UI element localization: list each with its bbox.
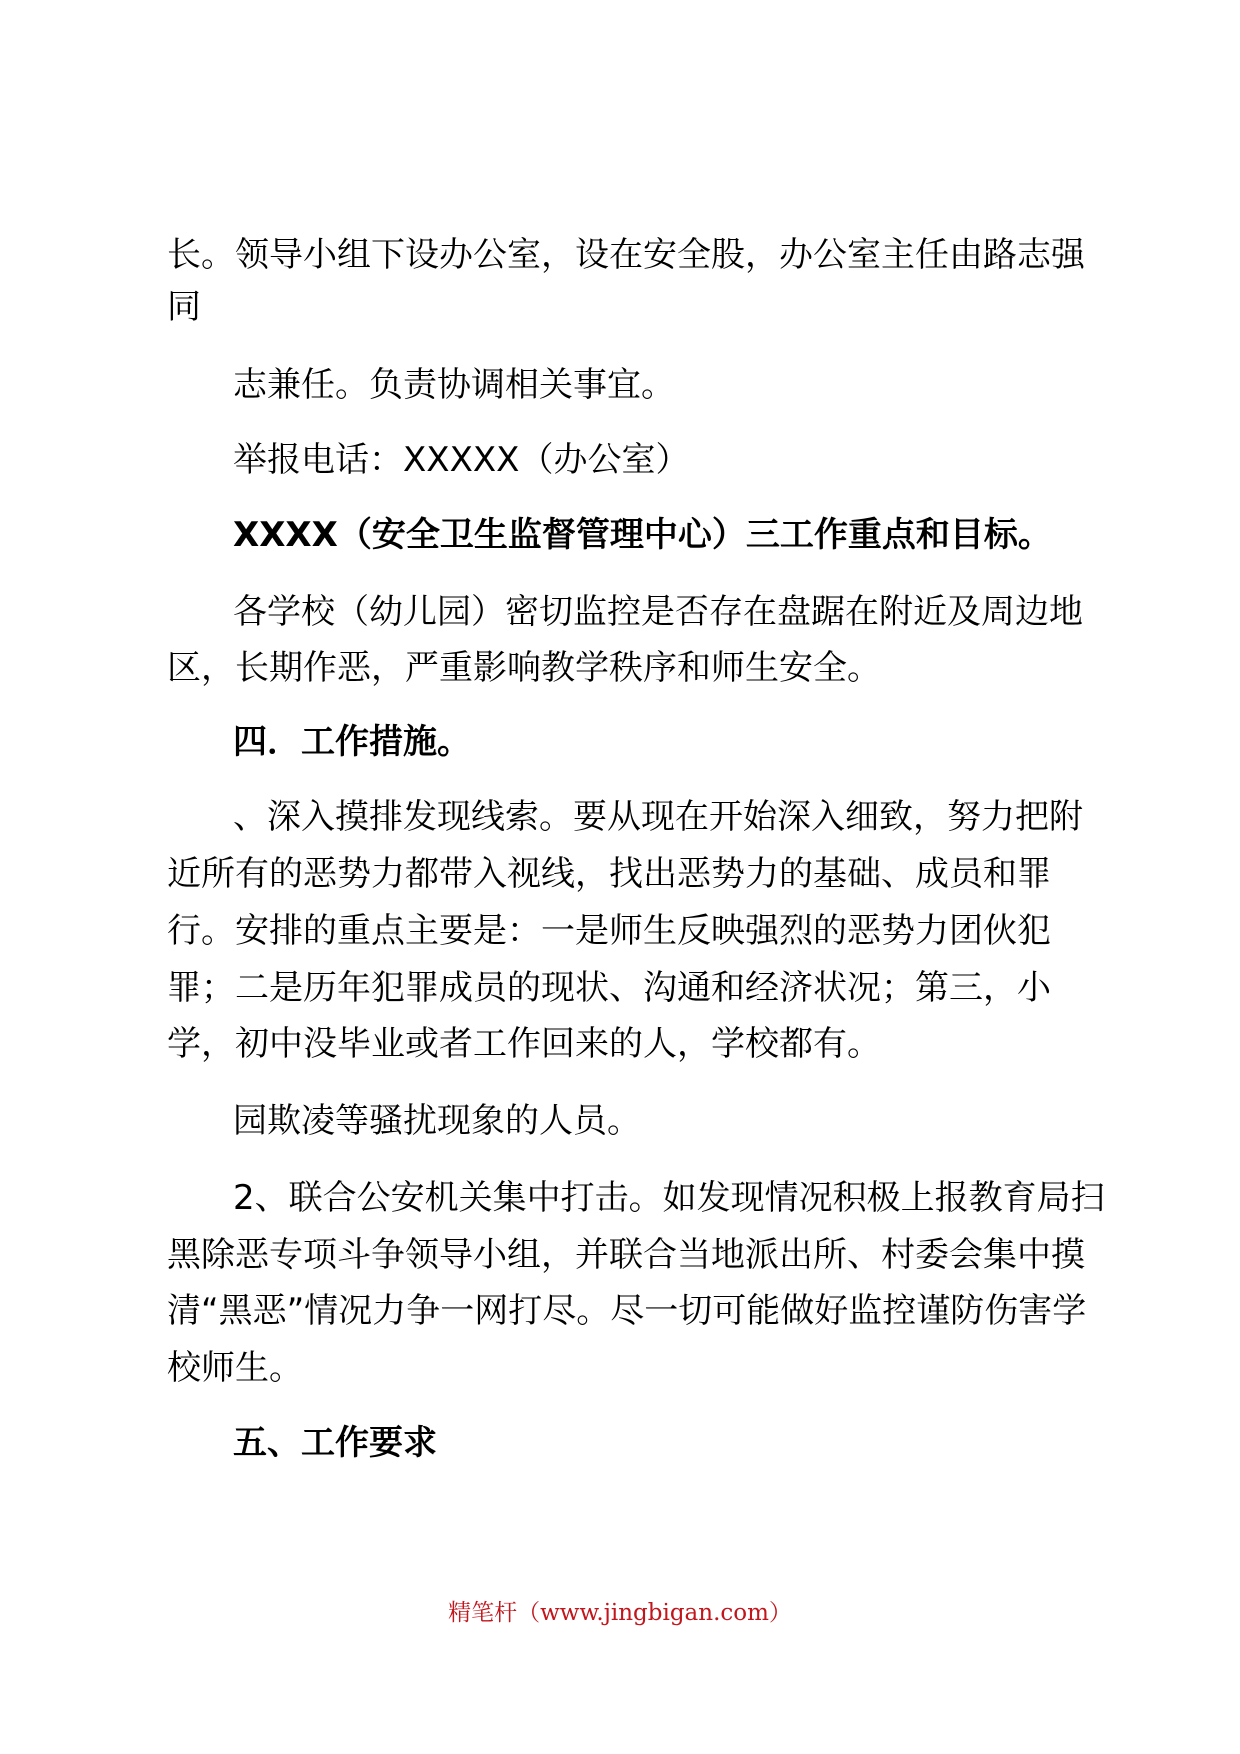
text-line: 同 xyxy=(167,287,201,327)
text-line: 区，长期作恶，严重影响教学秩序和师生安全。 xyxy=(167,648,881,688)
text-line: 校师生。 xyxy=(167,1348,303,1388)
section-heading: 四．工作措施。 xyxy=(233,722,471,762)
text-line: 、深入摸排发现线索。要从现在开始深入细致，努力把附 xyxy=(233,797,1083,837)
text-line: 清“黑恶”情况力争一网打尽。尽一切可能做好监控谨防伤害学 xyxy=(167,1291,1087,1331)
text-line: 园欺凌等骚扰现象的人员。 xyxy=(233,1101,641,1141)
text-line: 举报电话：XXXXX（办公室） xyxy=(233,440,690,480)
section-heading: XXXX（安全卫生监督管理中心）三工作重点和目标。 xyxy=(233,515,1052,555)
text-line: 学，初中没毕业或者工作回来的人，学校都有。 xyxy=(167,1024,881,1064)
text-line: 各学校（幼儿园）密切监控是否存在盘踞在附近及周边地 xyxy=(233,592,1083,632)
text-line: 行。安排的重点主要是：一是师生反映强烈的恶势力团伙犯 xyxy=(167,911,1051,951)
text-line: 罪；二是历年犯罪成员的现状、沟通和经济状况；第三，小 xyxy=(167,968,1051,1008)
text-line: 近所有的恶势力都带入视线，找出恶势力的基础、成员和罪 xyxy=(167,854,1051,894)
text-line: 志兼任。负责协调相关事宜。 xyxy=(233,365,675,405)
text-line: 2、联合公安机关集中打击。如发现情况积极上报教育局扫 xyxy=(233,1178,1105,1218)
footer-watermark: 精笔杆（www.jingbigan.com） xyxy=(448,1600,792,1626)
text-line: 黑除恶专项斗争领导小组，并联合当地派出所、村委会集中摸 xyxy=(167,1235,1085,1275)
section-heading: 五、工作要求 xyxy=(233,1423,437,1463)
text-line: 长。领导小组下设办公室，设在安全股，办公室主任由路志强 xyxy=(167,235,1085,275)
